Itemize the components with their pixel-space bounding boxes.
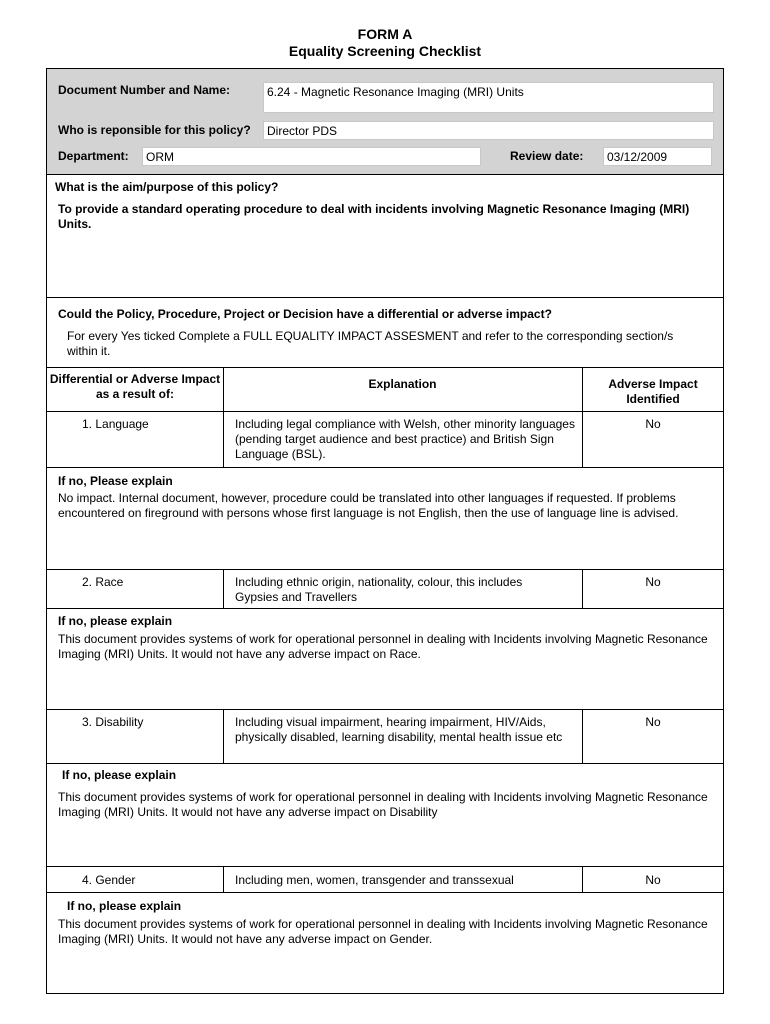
explain-label-language: If no, Please explain (58, 474, 173, 488)
explain-label-gender: If no, please explain (67, 899, 182, 913)
column-header-explanation: Explanation (368, 377, 437, 391)
row-explanation-race: Including ethnic origin, nationality, colour, this includes Gypsies and Travellers (235, 575, 523, 604)
divider (46, 866, 724, 867)
explain-label-race: If no, please explain (58, 614, 173, 628)
aim-question: What is the aim/purpose of this policy? (55, 180, 279, 194)
column-divider (223, 866, 224, 892)
review-date-label: Review date: (510, 149, 584, 163)
explain-text-race[interactable]: This document provides systems of work for operational personnel in dealing with Incidents involving Magnetic Resonance Imaging (MRI) Units. It would not have any adverse impact on Race. (58, 632, 708, 661)
divider (46, 411, 724, 412)
divider (46, 467, 724, 468)
document-label: Document Number and Name: (58, 83, 231, 97)
divider (46, 367, 724, 368)
row-category-race: 2. Race (82, 575, 124, 589)
explain-text-disability[interactable]: This document provides systems of work for operational personnel in dealing with Incidents involving Magnetic Resonance Imaging (MRI) Units. It would not have any adverse impact on Disability (58, 790, 708, 819)
department-label: Department: (58, 149, 129, 163)
divider (46, 892, 724, 893)
row-category-disability: 3. Disability (82, 715, 144, 729)
row-identified-race[interactable]: No (645, 575, 661, 589)
row-explanation-disability: Including visual impairment, hearing impairment, HIV/Aids, physically disabled, learning disability, mental health issue etc (235, 715, 563, 744)
column-divider (223, 709, 224, 763)
divider (46, 174, 724, 175)
column-header-identified: Adverse Impact Identified (608, 377, 698, 406)
owner-field[interactable]: Director PDS (263, 121, 714, 140)
owner-label: Who is reponsible for this policy? (58, 123, 251, 137)
document-field[interactable]: 6.24 - Magnetic Resonance Imaging (MRI) Units (263, 82, 714, 113)
impact-question: Could the Policy, Procedure, Project or Decision have a differential or adverse impact? (58, 307, 552, 321)
divider (46, 608, 724, 609)
row-explanation-gender: Including men, women, transgender and transsexual (235, 873, 514, 887)
review-date-field[interactable]: 03/12/2009 (603, 147, 712, 166)
row-identified-language[interactable]: No (645, 417, 661, 431)
row-category-language: 1. Language (82, 417, 149, 431)
divider (46, 709, 724, 710)
column-divider (223, 569, 224, 608)
form-title: FORM A (357, 26, 413, 42)
explain-text-gender[interactable]: This document provides systems of work for operational personnel in dealing with Incidents involving Magnetic Resonance Imaging (MRI) Units. It would not have any adverse impact on Gender. (58, 917, 708, 946)
row-identified-disability[interactable]: No (645, 715, 661, 729)
divider (46, 297, 724, 298)
explain-label-disability: If no, please explain (62, 768, 177, 782)
form-subtitle: Equality Screening Checklist (288, 43, 482, 59)
row-identified-gender[interactable]: No (645, 873, 661, 887)
aim-answer[interactable]: To provide a standard operating procedure to deal with incidents involving Magnetic Resonance Imaging (MRI) Units. (58, 202, 690, 231)
column-header-impact: Differential or Adverse Impact as a result of: (49, 372, 221, 401)
divider (46, 569, 724, 570)
divider (46, 763, 724, 764)
explain-text-language[interactable]: No impact. Internal document, however, procedure could be translated into other languages if requested. If problems encountered on fireground with persons whose first language is not English, then the use of language line is advised. (58, 491, 679, 520)
department-field[interactable]: ORM (142, 147, 481, 166)
row-category-gender: 4. Gender (82, 873, 136, 887)
row-explanation-language: Including legal compliance with Welsh, other minority languages (pending target audience and best practice) and British Sign Language (BSL). (235, 417, 575, 461)
impact-instruction: For every Yes ticked Complete a FULL EQUALITY IMPACT ASSESMENT and refer to the corresponding section/s within it. (67, 329, 674, 358)
